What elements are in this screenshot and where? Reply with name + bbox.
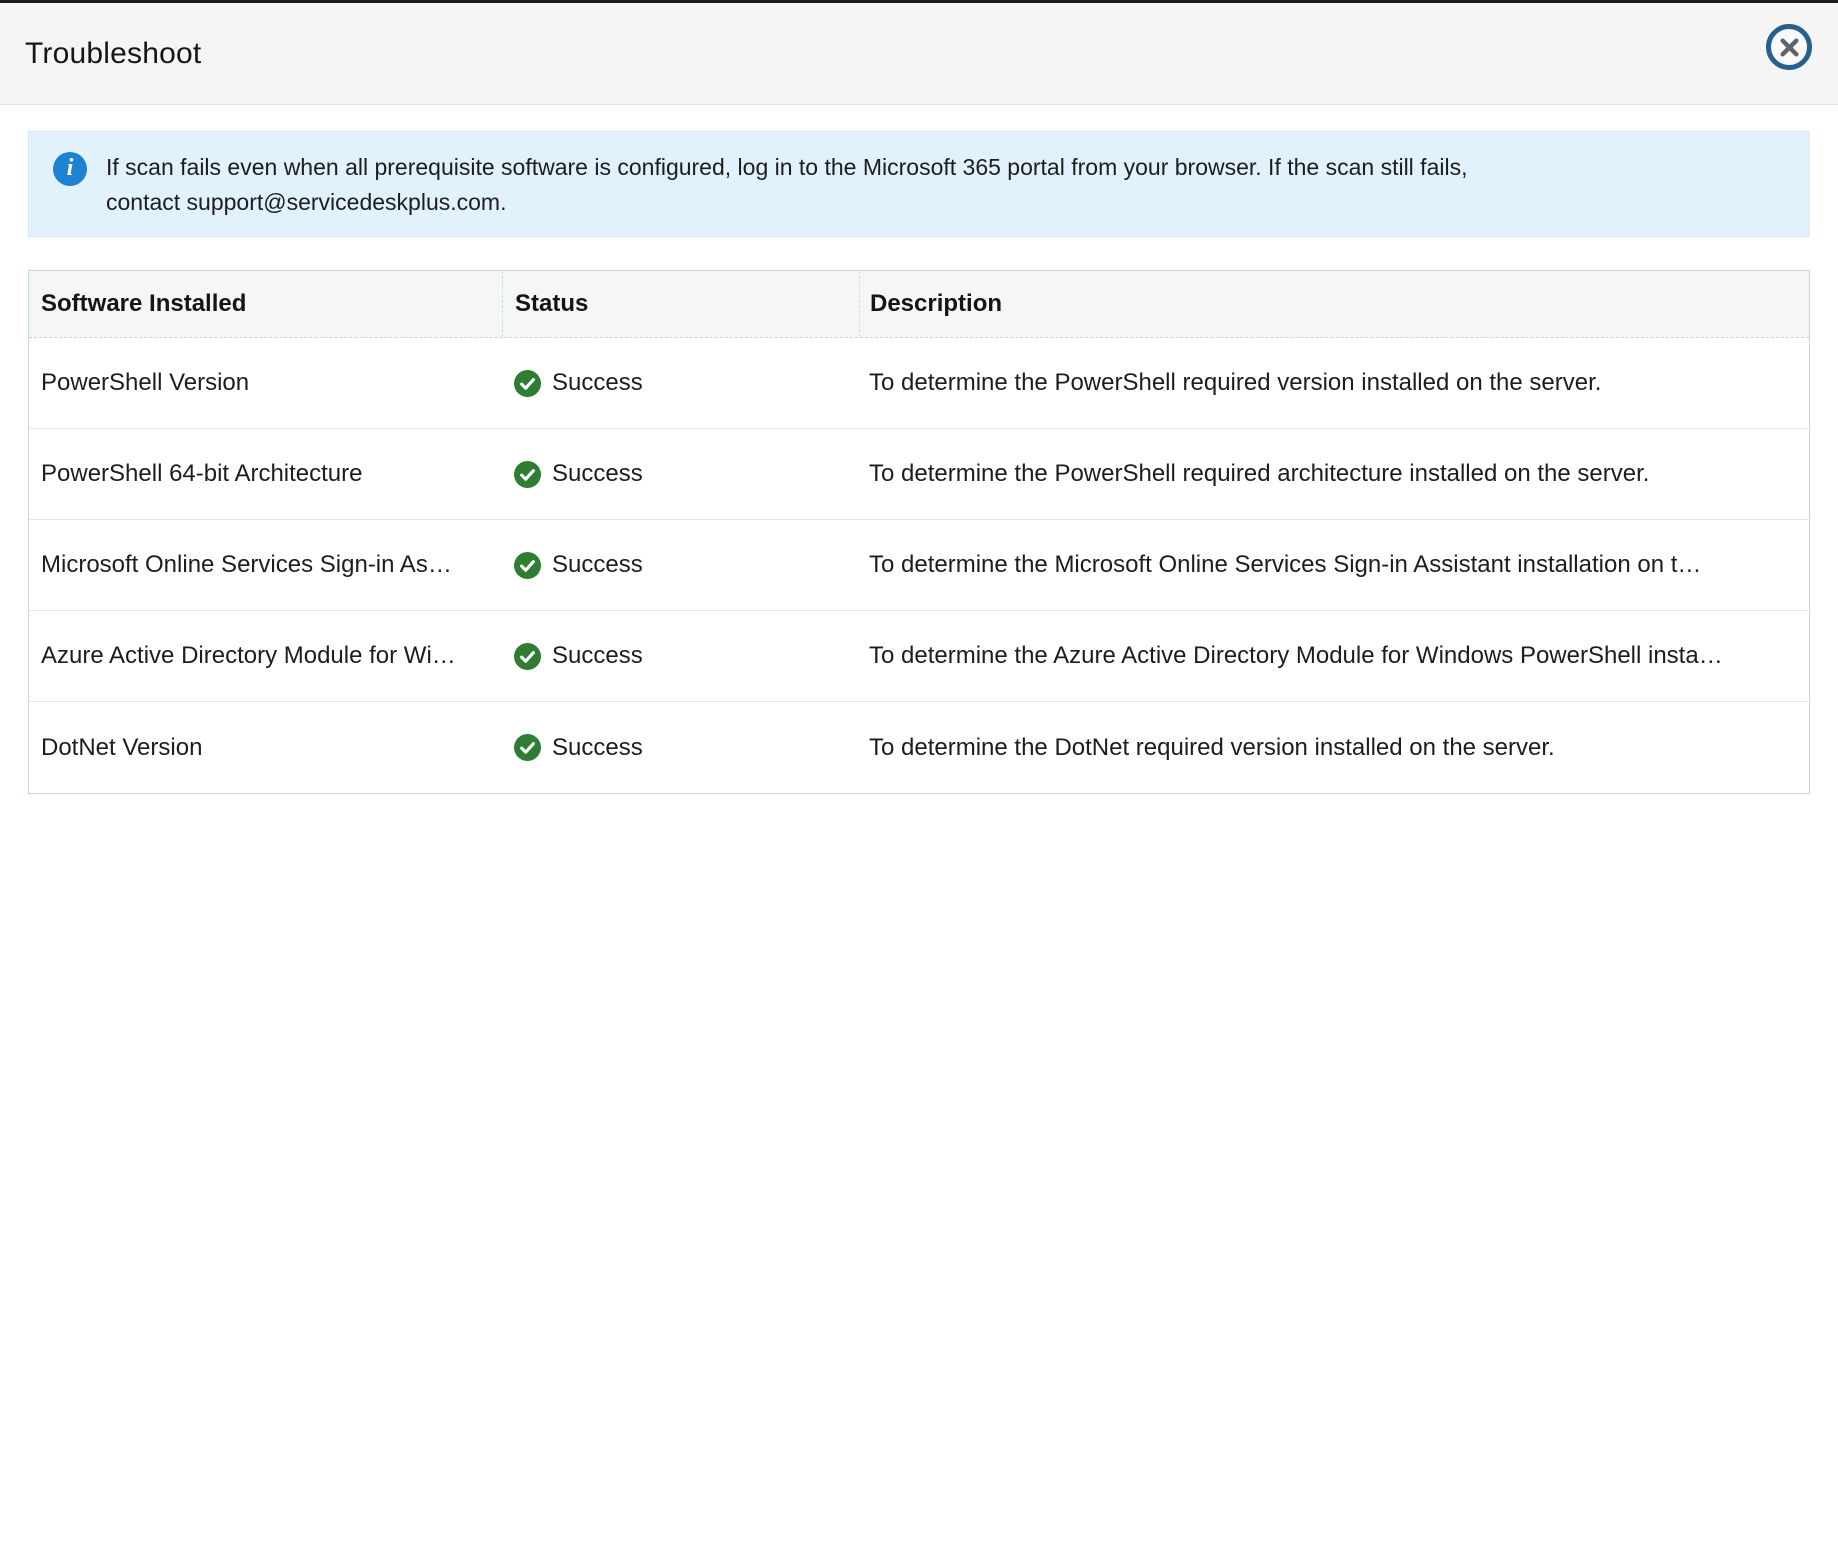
software-name-cell: Microsoft Online Services Sign-in As… — [41, 551, 452, 578]
description-cell: To determine the PowerShell required version installed on the server. — [869, 369, 1602, 396]
status-label: Success — [552, 733, 643, 761]
status-cell — [502, 429, 859, 519]
table-row — [29, 520, 1809, 611]
status-cell — [502, 338, 859, 428]
success-check-icon — [514, 734, 541, 761]
dialog-header — [0, 3, 1838, 105]
success-check-icon — [514, 552, 541, 579]
description-cell: To determine the PowerShell required architecture installed on the server. — [869, 460, 1650, 487]
info-banner-line1: If scan fails even when all prerequisite software is configured, log in to the Microsoft 365 portal from your browser. If the scan still fails, — [106, 154, 1468, 180]
table-row — [29, 702, 1809, 793]
column-header-software-installed: Software Installed — [41, 290, 247, 317]
description-cell: To determine the Microsoft Online Services Sign-in Assistant installation on t… — [869, 551, 1702, 578]
status-label: Success — [552, 460, 643, 487]
dialog-body — [0, 131, 1838, 794]
status-label: Success — [552, 551, 643, 578]
status-cell — [502, 702, 859, 793]
description-cell: To determine the DotNet required version installed on the server. — [869, 733, 1555, 761]
table-row — [29, 338, 1809, 429]
table-row — [29, 611, 1809, 702]
column-header-description: Description — [859, 271, 1809, 337]
column-header-status: Status — [502, 271, 859, 337]
status-label: Success — [552, 369, 643, 396]
success-check-icon — [514, 370, 541, 397]
close-icon — [1779, 37, 1800, 58]
description-cell: To determine the Azure Active Directory Module for Windows PowerShell insta… — [869, 642, 1723, 669]
status-cell — [502, 520, 859, 610]
table-row — [29, 429, 1809, 520]
software-name-cell: PowerShell Version — [41, 369, 250, 396]
software-name-cell: PowerShell 64-bit Architecture — [41, 460, 363, 487]
prerequisite-software-table — [28, 270, 1810, 794]
info-banner-line2: contact support@servicedeskplus.com. — [106, 189, 507, 215]
close-button[interactable] — [1766, 24, 1812, 70]
status-label: Success — [552, 642, 643, 669]
table-body — [29, 338, 1809, 793]
software-name-cell: Azure Active Directory Module for Wi… — [41, 642, 456, 669]
success-check-icon — [514, 643, 541, 670]
info-banner-text — [106, 149, 1467, 220]
info-icon: i — [53, 152, 87, 186]
success-check-icon — [514, 461, 541, 488]
software-name-cell: DotNet Version — [41, 733, 203, 761]
dialog-title: Troubleshoot — [25, 36, 202, 70]
table-header-row — [29, 271, 1809, 338]
status-cell — [502, 611, 859, 701]
info-banner — [28, 131, 1810, 237]
